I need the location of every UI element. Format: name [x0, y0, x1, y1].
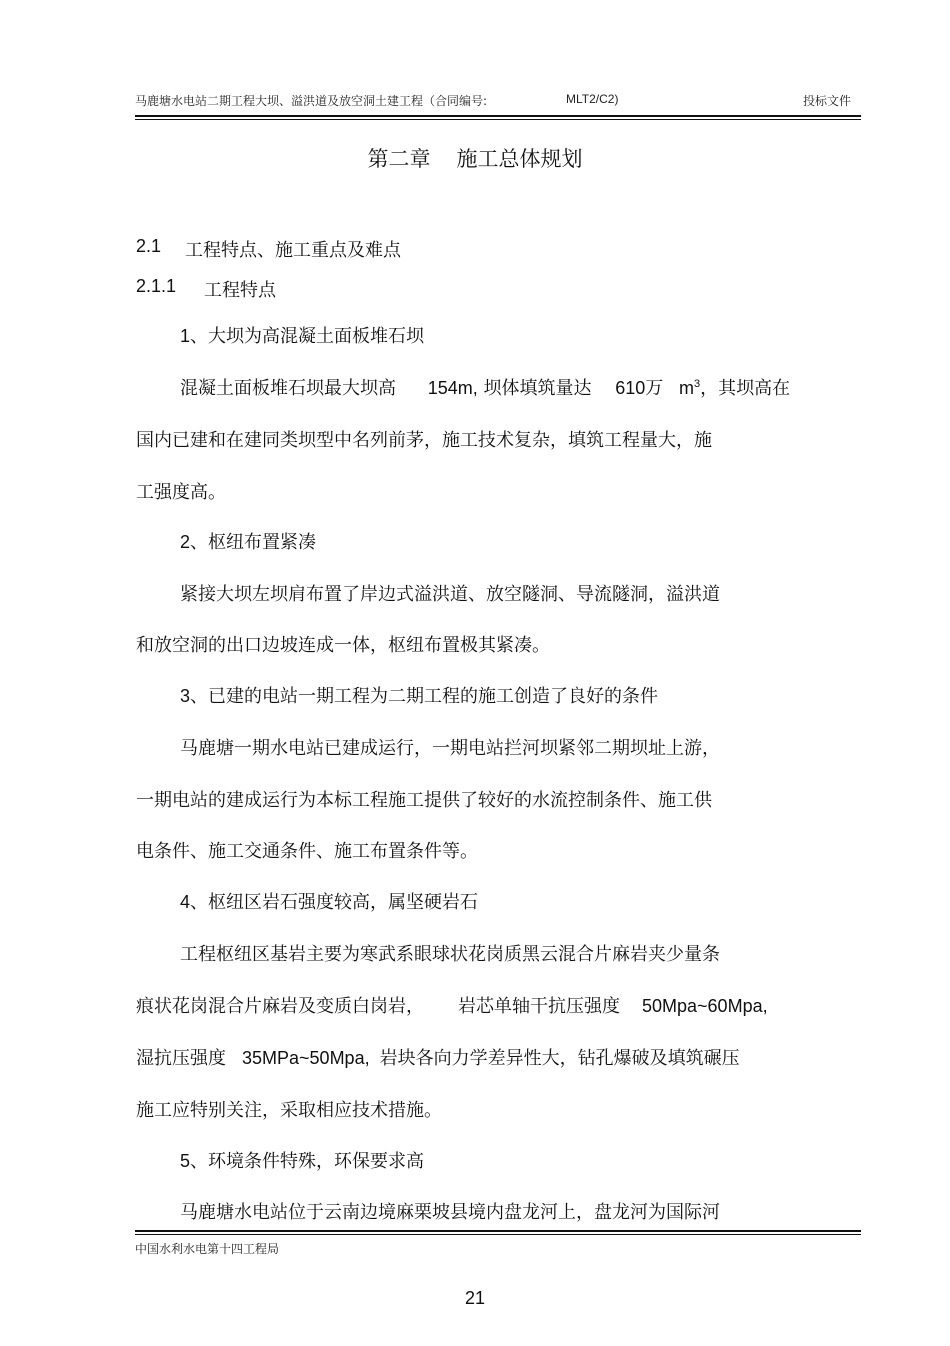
paragraph-line: 国内已建和在建同类坝型中名列前茅，施工技术复杂，填筑工程量大，施 — [136, 430, 712, 451]
paragraph-line: 混凝土面板堆石坝最大坝高 154m, 坝体填筑量达 610万 $m^3$，其坝高在 — [180, 378, 791, 399]
footer-rule-thin — [135, 1234, 861, 1235]
paragraph-line: 痕状花岗混合片麻岩及变质白岗岩， 岩芯单轴干抗压强度 50Mpa~60Mpa, — [136, 996, 768, 1017]
subsection-number: 2.1.1 — [136, 276, 177, 296]
item-heading: 1、大坝为高混凝土面板堆石坝 — [180, 326, 425, 347]
item-heading: 2、枢纽布置紧凑 — [180, 532, 317, 553]
subsection-title: 工程特点 — [204, 280, 276, 301]
chapter-number: 第二章 — [367, 147, 431, 171]
footer-rule — [135, 1230, 861, 1232]
paragraph-line: 施工应特别关注，采取相应技术措施。 — [136, 1100, 442, 1121]
page-number: 21 — [464, 1288, 486, 1308]
paragraph-line: 马鹿塘一期水电站已建成运行，一期电站拦河坝紧邻二期坝址上游， — [180, 738, 720, 759]
footer-org: 中国水利水电第十四工程局 — [135, 1242, 280, 1256]
paragraph-line: 一期电站的建成运行为本标工程施工提供了较好的水流控制条件、施工供 — [136, 790, 712, 811]
section-title: 工程特点、施工重点及难点 — [185, 240, 401, 261]
header-project: 马鹿塘水电站二期工程大坝、溢洪道及放空洞土建工程（合同编号: — [135, 94, 488, 108]
paragraph-line: 湿抗压强度 35MPa~50Mpa, 岩块各向力学差异性大，钻孔爆破及填筑碾压 — [136, 1048, 740, 1069]
section-number: 2.1 — [136, 236, 162, 256]
chapter-name: 施工总体规划 — [456, 147, 583, 171]
chapter-title — [0, 143, 950, 173]
paragraph-line: 马鹿塘水电站位于云南边境麻栗坡县境内盘龙河上，盘龙河为国际河 — [180, 1202, 720, 1223]
paragraph-line: 紧接大坝左坝肩布置了岸边式溢洪道、放空隧洞、导流隧洞，溢洪道 — [180, 584, 720, 605]
item-heading: 3、已建的电站一期工程为二期工程的施工创造了良好的条件 — [180, 686, 659, 707]
header-rule — [135, 115, 861, 117]
header-doc-type: 投标文件 — [803, 94, 852, 108]
item-heading: 4、枢纽区岩石强度较高，属坚硬岩石 — [180, 892, 479, 913]
header-contract-no: MLT2/C2) — [566, 92, 619, 106]
paragraph-line: 电条件、施工交通条件、施工布置条件等。 — [136, 841, 478, 862]
paragraph-line: 工强度高。 — [136, 482, 226, 503]
item-heading: 5、环境条件特殊，环保要求高 — [180, 1151, 425, 1172]
paragraph-line: 工程枢纽区基岩主要为寒武系眼球状花岗质黑云混合片麻岩夹少量条 — [180, 944, 720, 965]
header-rule-thin — [135, 119, 861, 120]
paragraph-line: 和放空洞的出口边坡连成一体，枢纽布置极其紧凑。 — [136, 635, 550, 656]
